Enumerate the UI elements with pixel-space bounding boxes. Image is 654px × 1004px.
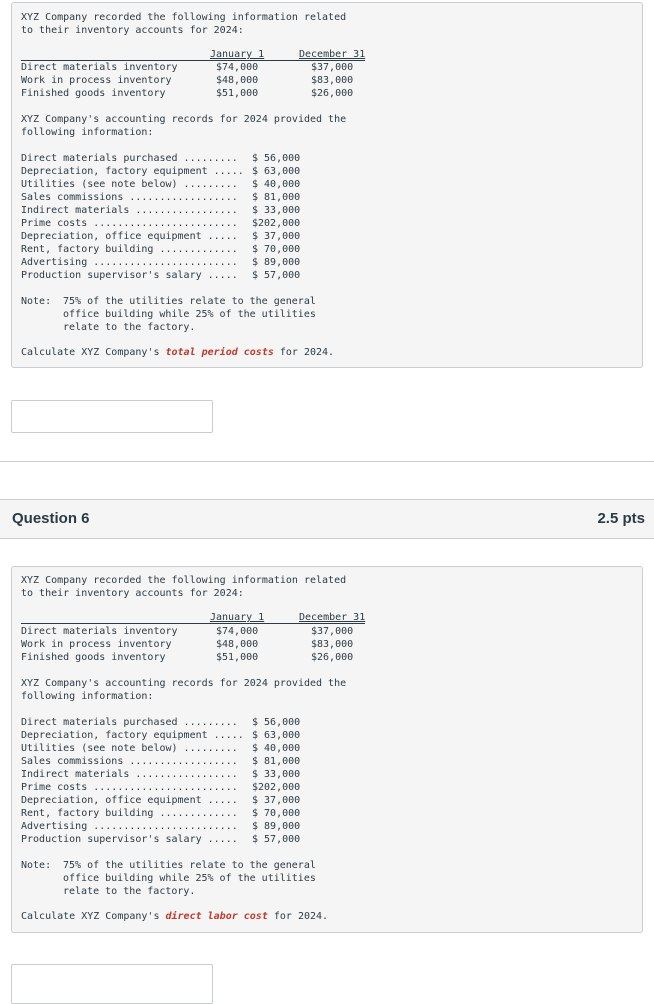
item-label: Direct materials purchased .........	[21, 153, 238, 164]
inventory-label: Work in process inventory	[21, 639, 172, 650]
calc-suffix: for 2024.	[267, 911, 329, 922]
note-line: office building while 25% of the utilities	[63, 873, 316, 884]
col-header-jan: January 1	[210, 612, 265, 623]
inventory-dec: $83,000	[311, 639, 354, 650]
inventory-jan: $51,000	[216, 652, 259, 663]
item-label: Utilities (see note below) .........	[21, 179, 238, 190]
note-line: 75% of the utilities relate to the general	[63, 860, 316, 871]
item-amount: $ 81,000	[252, 756, 301, 767]
item-label: Prime costs ........................	[21, 782, 238, 793]
note-line: office building while 25% of the utilities	[63, 309, 316, 320]
question-title: Question 6	[12, 510, 90, 527]
inventory-label: Finished goods inventory	[21, 652, 166, 663]
item-label: Production supervisor's salary .....	[21, 270, 238, 281]
calc-highlight: direct labor cost	[165, 911, 268, 922]
records-line: XYZ Company's accounting records for 2024 provided the	[21, 678, 347, 689]
intro-line: XYZ Company recorded the following information related	[21, 575, 347, 586]
records-line: following information:	[21, 127, 154, 138]
inventory-jan: $74,000	[216, 62, 259, 73]
note-line: 75% of the utilities relate to the general	[63, 296, 316, 307]
item-label: Depreciation, office equipment .....	[21, 795, 238, 806]
item-label: Production supervisor's salary .....	[21, 834, 238, 845]
item-amount: $ 37,000	[252, 795, 301, 806]
item-label: Depreciation, office equipment .....	[21, 231, 238, 242]
inventory-jan: $48,000	[216, 639, 259, 650]
item-amount: $ 57,000	[252, 834, 301, 845]
question-5-body	[11, 2, 643, 368]
intro-line: to their inventory accounts for 2024:	[21, 25, 244, 36]
item-label: Advertising ........................	[21, 257, 238, 268]
item-label: Rent, factory building .............	[21, 808, 238, 819]
calc-prefix: Calculate XYZ Company's	[21, 911, 166, 922]
answer-input-q6[interactable]	[11, 964, 213, 1004]
item-amount: $ 89,000	[252, 257, 301, 268]
note-line: relate to the factory.	[63, 322, 196, 333]
item-amount: $ 40,000	[252, 179, 301, 190]
intro-line: XYZ Company recorded the following information related	[21, 12, 347, 23]
item-label: Indirect materials .................	[21, 205, 238, 216]
item-label: Rent, factory building .............	[21, 244, 238, 255]
item-label: Depreciation, factory equipment .....	[21, 166, 244, 177]
calc-prefix: Calculate XYZ Company's	[21, 347, 166, 358]
col-header-dec: December 31	[299, 612, 366, 623]
item-amount: $ 89,000	[252, 821, 301, 832]
records-line: following information:	[21, 691, 154, 702]
item-amount: $ 37,000	[252, 231, 301, 242]
inventory-dec: $83,000	[311, 75, 354, 86]
item-amount: $ 63,000	[252, 730, 301, 741]
note-label: Note:	[21, 860, 52, 871]
inventory-dec: $37,000	[311, 626, 354, 637]
inventory-dec: $37,000	[311, 62, 354, 73]
item-amount: $ 81,000	[252, 192, 301, 203]
item-amount: $ 33,000	[252, 205, 301, 216]
item-amount: $ 33,000	[252, 769, 301, 780]
item-label: Advertising ........................	[21, 821, 238, 832]
calc-highlight: total period costs	[165, 347, 274, 358]
item-label: Sales commissions ..................	[21, 192, 238, 203]
records-line: XYZ Company's accounting records for 2024 provided the	[21, 114, 347, 125]
item-amount: $ 70,000	[252, 808, 301, 819]
inventory-jan: $74,000	[216, 626, 259, 637]
inventory-label: Finished goods inventory	[21, 88, 166, 99]
item-amount: $ 40,000	[252, 743, 301, 754]
item-amount: $ 56,000	[252, 717, 301, 728]
item-amount: $ 56,000	[252, 153, 301, 164]
inventory-jan: $51,000	[216, 88, 259, 99]
item-label: Sales commissions ..................	[21, 756, 238, 767]
calculate-prompt	[21, 910, 328, 923]
inventory-dec: $26,000	[311, 652, 354, 663]
answer-input-q5[interactable]	[11, 400, 213, 433]
note-label: Note:	[21, 296, 52, 307]
note-line: relate to the factory.	[63, 886, 196, 897]
col-header-jan: January 1	[210, 49, 265, 60]
calc-suffix: for 2024.	[273, 347, 335, 358]
question-points: 2.5 pts	[597, 510, 645, 527]
intro-line: to their inventory accounts for 2024:	[21, 588, 244, 599]
item-amount: $ 57,000	[252, 270, 301, 281]
inventory-label: Work in process inventory	[21, 75, 172, 86]
inventory-label: Direct materials inventory	[21, 626, 178, 637]
question-6-body	[11, 566, 643, 933]
item-amount: $202,000	[252, 782, 301, 793]
item-amount: $202,000	[252, 218, 301, 229]
question-6-header	[0, 499, 654, 539]
inventory-jan: $48,000	[216, 75, 259, 86]
item-amount: $ 63,000	[252, 166, 301, 177]
inventory-label: Direct materials inventory	[21, 62, 178, 73]
inventory-dec: $26,000	[311, 88, 354, 99]
question-separator	[0, 461, 654, 462]
item-label: Utilities (see note below) .........	[21, 743, 238, 754]
item-label: Prime costs ........................	[21, 218, 238, 229]
calculate-prompt	[21, 346, 334, 359]
item-label: Indirect materials .................	[21, 769, 238, 780]
col-header-dec: December 31	[299, 49, 366, 60]
item-label: Direct materials purchased .........	[21, 717, 238, 728]
item-label: Depreciation, factory equipment .....	[21, 730, 244, 741]
item-amount: $ 70,000	[252, 244, 301, 255]
